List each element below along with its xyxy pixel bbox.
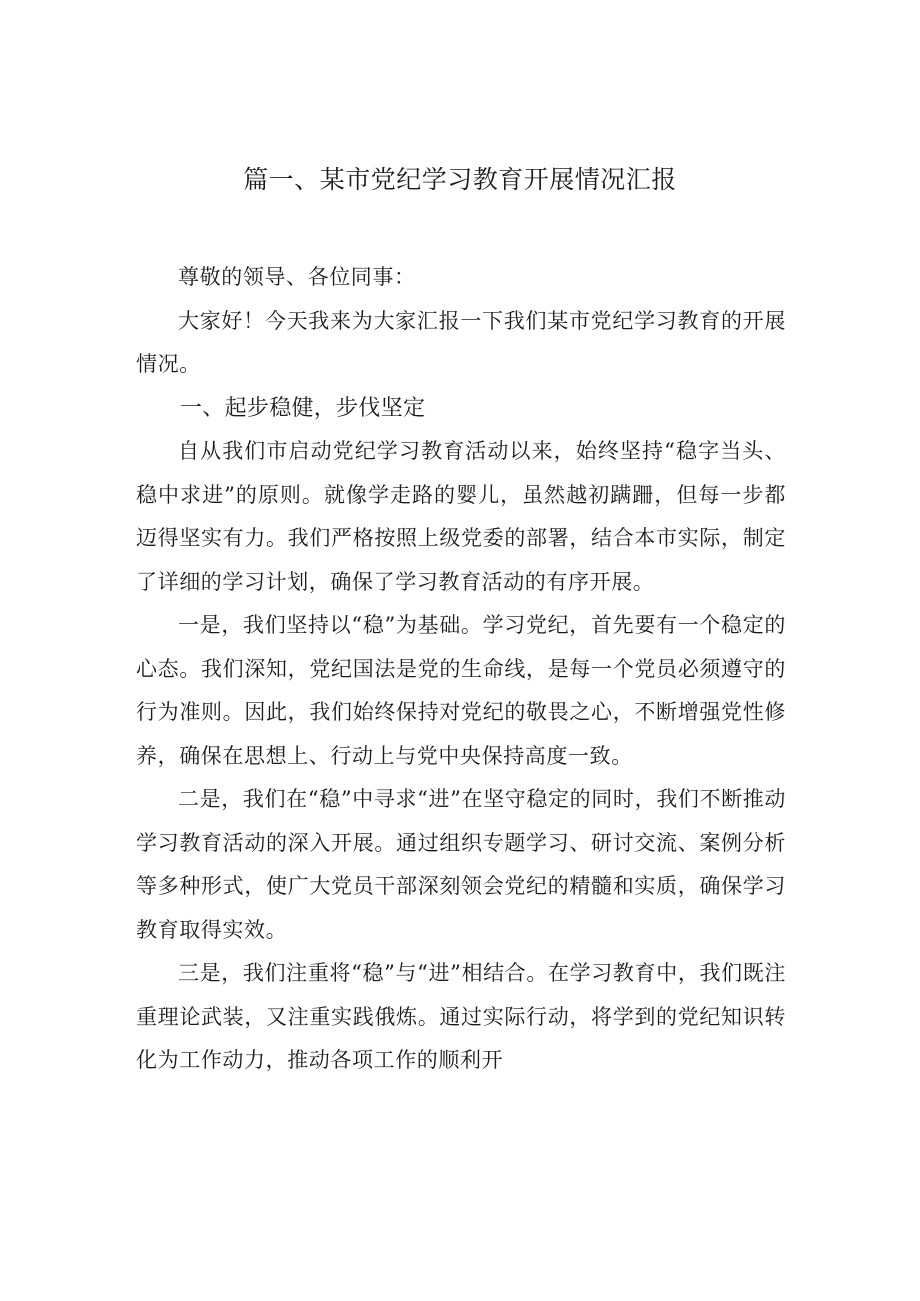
point-two-paragraph: 二是，我们在“稳”中寻求“进”在坚守稳定的同时，我们不断推动学习教育活动的深入开展。通过组织专题学习、研讨交流、案例分析等多种形式，使广大党员干部深刻领会党纪的精髓和实质，确保学习教育取得实效。 <box>136 787 786 942</box>
point-one-paragraph: 一是，我们坚持以“稳”为基础。学习党纪，首先要有一个稳定的心态。我们深知，党纪国法是党的生命线，是每一个党员必须遵守的行为准则。因此，我们始终保持对党纪的敬畏之心，不断增强党性修养，确保在思想上、行动上与党中央保持高度一致。 <box>136 613 786 768</box>
document-title: 篇一、某市党纪学习教育开展情况汇报 <box>243 165 677 194</box>
point-three-paragraph: 三是，我们注重将“稳”与“进”相结合。在学习教育中，我们既注重理论武装，又注重实践俄炼。通过实际行动，将学到的党纪知识转化为工作动力，推动各项工作的顺利开 <box>136 961 786 1072</box>
section-intro-paragraph: 自从我们市启动党纪学习教育活动以来，始终坚持“稳字当头、稳中求进”的原则。就像学走路的婴儿，虽然越初蹒跚，但每一步都迈得坚实有力。我们严格按照上级党委的部署，结合本市实际，制定了详细的学习计划，确保了学习教育活动的有序开展。 <box>136 439 786 594</box>
document-body <box>136 256 786 1083</box>
greeting-paragraph: 大家好！今天我来为大家汇报一下我们某市党纪学习教育的开展情况。 <box>136 308 786 376</box>
section-heading: 一、起步稳健，步伐坚定 <box>180 395 426 421</box>
salutation: 尊敬的领导、各位同事： <box>178 265 416 289</box>
